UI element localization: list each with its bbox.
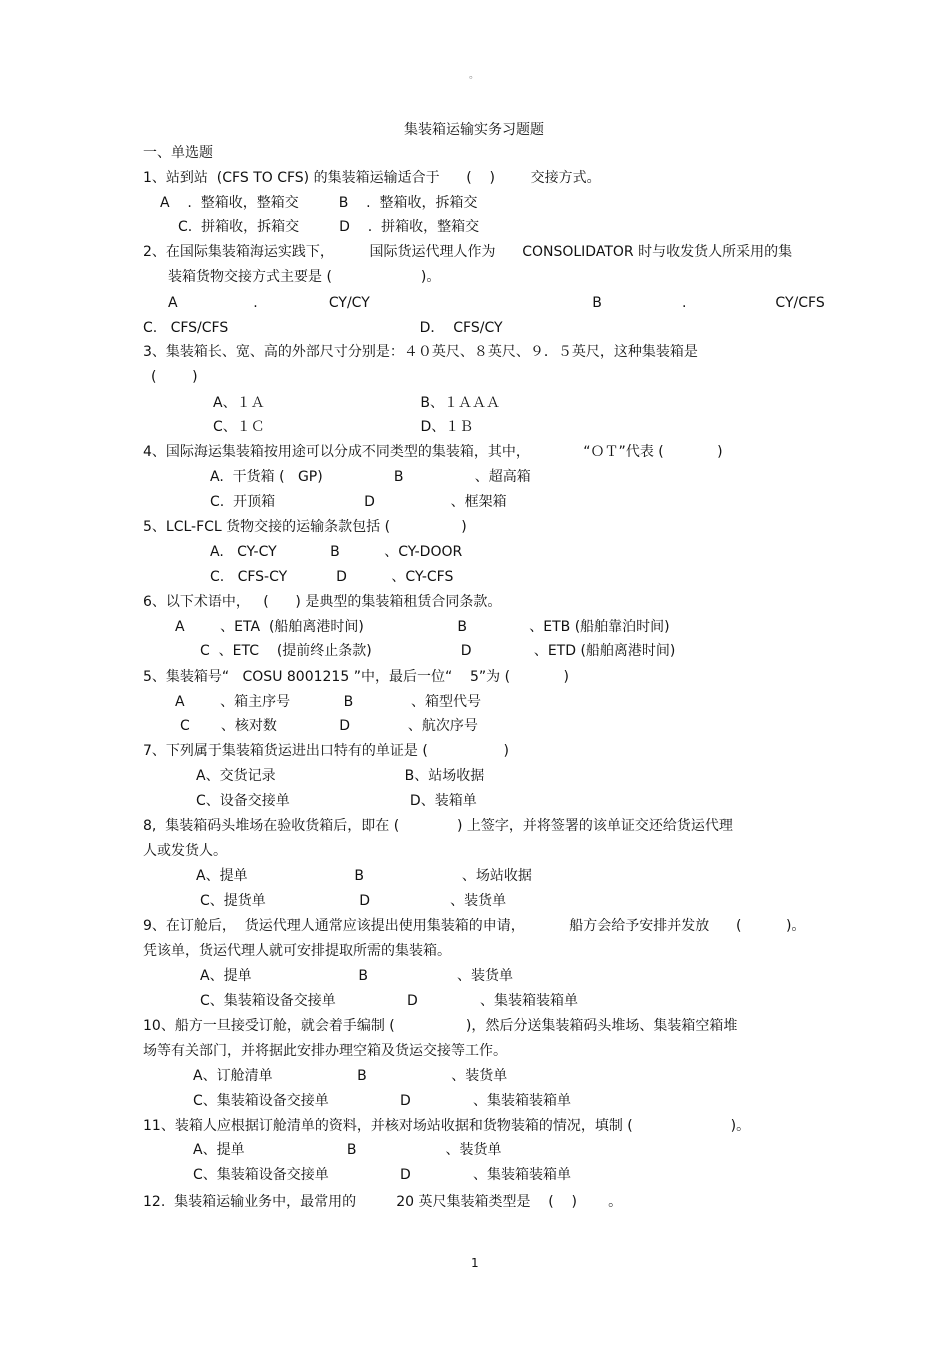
text-line: C、提货单 D 、装货单 (200, 893, 507, 909)
header-mark: 。 (469, 70, 479, 81)
text-line: A、提单 B 、场站收据 (196, 868, 532, 884)
text-line: C. 开顶箱 D 、框架箱 (210, 494, 507, 510)
text-line: A. 干货箱 ( GP) B 、超高箱 (210, 469, 531, 485)
page-number: 1 (471, 1256, 479, 1270)
text-line: 11、装箱人应根据订舱清单的资料，并核对场站收据和货物装箱的情况，填制 ( )。 (143, 1118, 751, 1134)
text-line: 5、集装箱号“ COSU 8001215 ”中，最后一位“ 5”为 ( ) (143, 669, 569, 685)
text-line: C、集装箱设备交接单 D 、集装箱装箱单 (193, 1093, 572, 1109)
text-line: 人或发货人。 (143, 843, 227, 859)
text-line: A、１Ａ B、１ＡＡＡ (213, 395, 500, 411)
page-title: 集装箱运输实务习题题 (404, 122, 544, 138)
text-line: A、订舱清单 B 、装货单 (193, 1068, 508, 1084)
text-line: A . 整箱收，整箱交 B . 整箱收，拆箱交 (160, 195, 478, 211)
text-line: C. 拼箱收，拆箱交 D . 拼箱收，整箱交 (178, 219, 480, 235)
text-line: C、设备交接单 D、装箱单 (196, 793, 477, 809)
text-line: 12. 集装箱运输业务中，最常用的 20 英尺集装箱类型是 ( ) 。 (143, 1194, 623, 1210)
text-line: 7、下列属于集装箱货运进出口特有的单证是 ( ) (143, 743, 509, 759)
text-line: C、集装箱设备交接单 D 、集装箱装箱单 (200, 993, 579, 1009)
text-line: 装箱货物交接方式主要是 ( )。 (168, 269, 441, 285)
text-line: 8, 集装箱码头堆场在验收货箱后，即在 ( ) 上签字，并将签署的该单证交还给货运代理 (143, 818, 733, 834)
text-line: A、交货记录 B、站场收据 (196, 768, 485, 784)
text-line: 凭该单，货运代理人就可安排提取所需的集装箱。 (143, 943, 451, 959)
text-line: A . CY/CY B . CY/CFS (168, 295, 825, 311)
text-line: A. CY-CY B 、CY-DOOR (210, 544, 463, 560)
text-line: C. CFS-CY D 、CY-CFS (210, 569, 454, 585)
text-line: 一、单选题 (143, 145, 213, 161)
text-line: C、集装箱设备交接单 D 、集装箱装箱单 (193, 1167, 572, 1183)
text-line: A 、箱主序号 B 、箱型代号 (175, 694, 482, 710)
text-line: 6、以下术语中， ( ) 是典型的集装箱租赁合同条款。 (143, 594, 502, 610)
text-line: A、提单 B 、装货单 (193, 1142, 502, 1158)
text-line: C 、ETC (提前终止条款) D 、ETD (船舶离港时间) (200, 643, 676, 659)
text-line: A 、ETA (船舶离港时间) B 、ETB (船舶靠泊时间) (175, 619, 670, 635)
text-line: 2、在国际集装箱海运实践下， 国际货运代理人作为 CONSOLIDATOR 时与收发货人所采用的集 (143, 244, 793, 260)
text-line: 5、LCL-FCL 货物交接的运输条款包括 ( ) (143, 519, 467, 535)
text-line: C、１Ｃ D、１Ｂ (213, 419, 474, 435)
text-line: 3、集装箱长、宽、高的外部尺寸分别是：４０英尺、８英尺、９．５英尺，这种集装箱是 (143, 344, 698, 360)
text-line: 10、船方一旦接受订舱，就会着手编制 ( )，然后分送集装箱码头堆场、集装箱空箱堆 (143, 1018, 738, 1034)
text-line: ( ) (151, 369, 198, 385)
text-line: 9、在订舱后， 货运代理人通常应该提出使用集装箱的申请， 船方会给予安排并发放 ( )。 (143, 918, 806, 934)
text-line: 4、国际海运集装箱按用途可以分成不同类型的集装箱，其中， “ＯＴ”代表 ( ) (143, 444, 723, 460)
text-line: 1、站到站 (CFS TO CFS) 的集装箱运输适合于 ( ) 交接方式。 (143, 170, 601, 186)
text-line: C. CFS/CFS D． CFS/CY (143, 320, 503, 336)
text-line: A、提单 B 、装货单 (200, 968, 513, 984)
text-line: 场等有关部门，并将据此安排办理空箱及货运交接等工作。 (143, 1043, 507, 1059)
text-line: C 、核对数 D 、航次序号 (180, 718, 478, 734)
